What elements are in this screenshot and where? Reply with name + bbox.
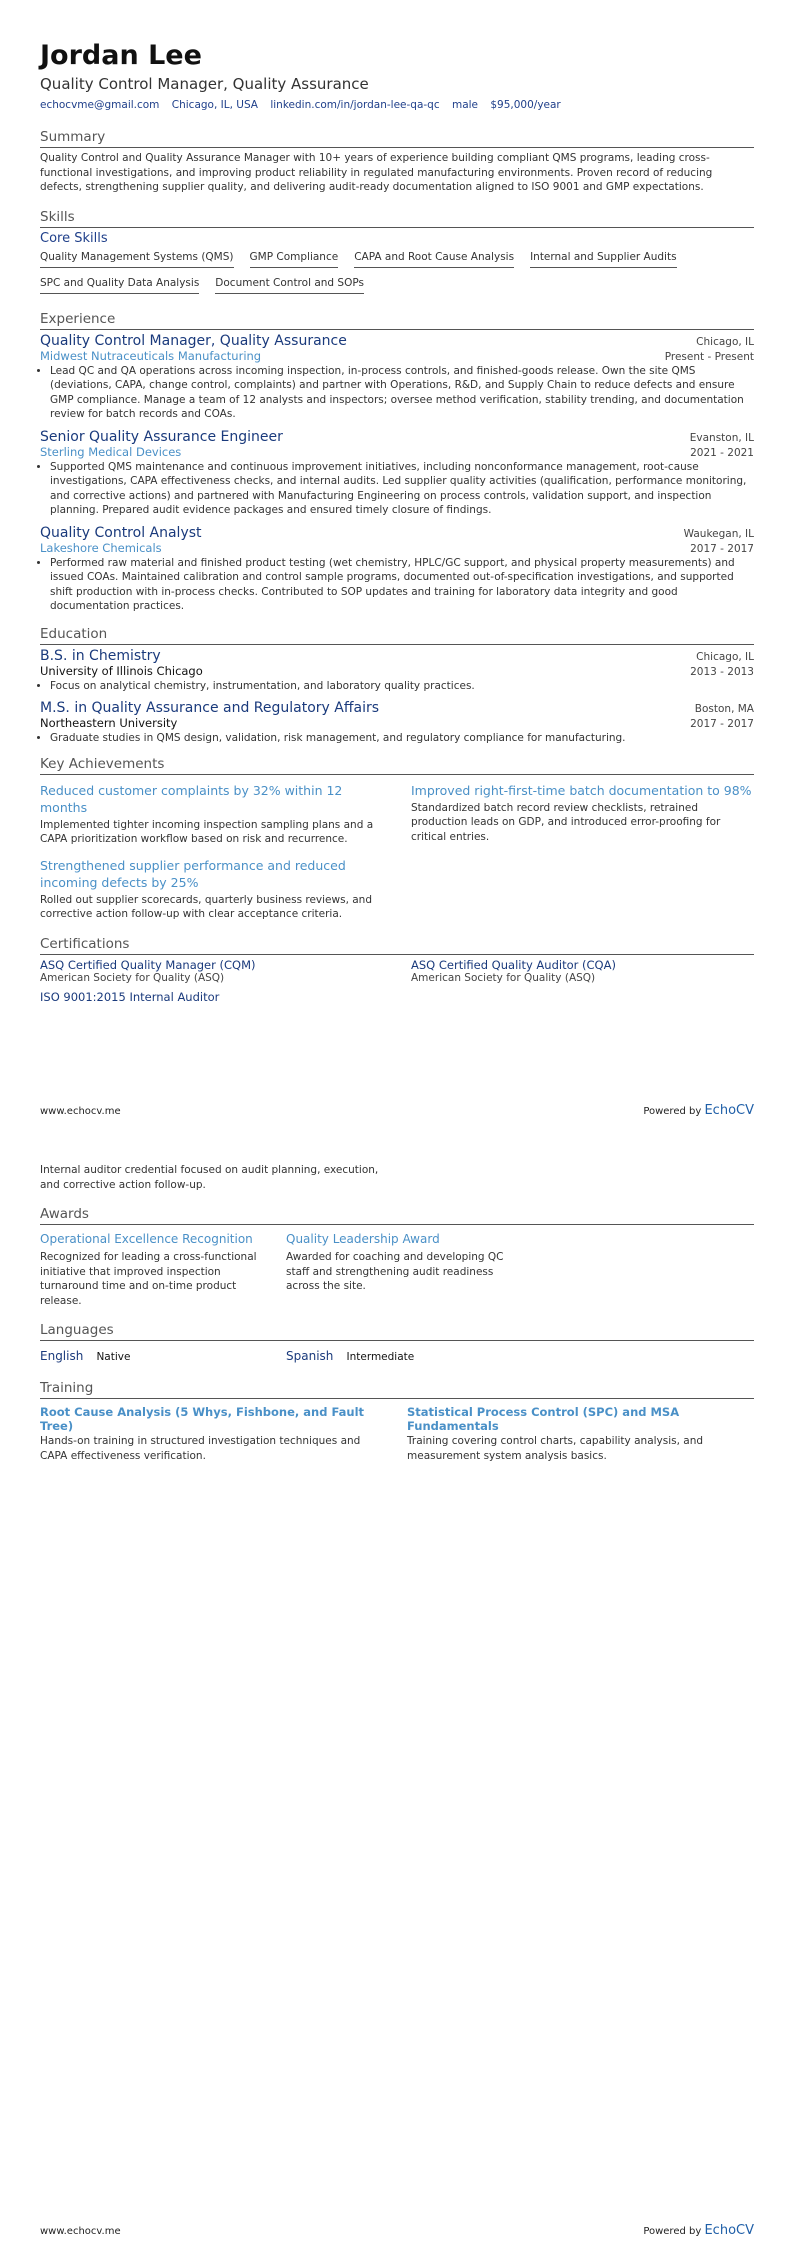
awards-title: Awards xyxy=(40,1206,754,1225)
candidate-name: Jordan Lee xyxy=(40,40,202,71)
training-item xyxy=(407,1402,754,1463)
echocv-logo[interactable]: EchoCV xyxy=(704,1103,754,1118)
certification-name: ISO 9001:2015 Internal Auditor xyxy=(40,989,220,1004)
certifications-section xyxy=(40,936,754,1004)
job-title: Senior Quality Assurance Engineer xyxy=(40,428,283,445)
skills-section xyxy=(40,209,754,301)
gender-text: male xyxy=(451,99,479,111)
job-bullet: • Supported QMS maintenance and continuous improvement initiatives, including nonconformance management, root-cause investigations, CAPA effectiveness checks, and internal audits. Led supplier quality activities (qualification, performance monitoring, and corrective actions) and partnered with Manufacturing Engineering on process controls, validation support, and inspection planning. Prepared audit evidence packages and ensured timely closure of findings. xyxy=(50,460,754,518)
footer-site-link[interactable]: www.echocv.me xyxy=(40,1106,121,1117)
job-company: Lakeshore Chemicals xyxy=(40,540,162,555)
resume-page-2 xyxy=(0,1123,794,2246)
language-name: English xyxy=(40,1349,84,1363)
page-1-content xyxy=(40,40,754,1004)
achievement-item xyxy=(40,853,383,928)
achievement-item xyxy=(40,778,383,853)
job-bullet: • Performed raw material and finished product testing (wet chemistry, HPLC/GC support, and physical property measurements) and issued COAs. Maintained calibration and control sample programs, documented out-of-specification investigations, and supported shift production with in-process checks. Contributed to SOP updates and training for laboratory data integrity and good documentation practices. xyxy=(50,556,754,614)
resume-header xyxy=(40,40,754,113)
location-text: Chicago, IL, USA xyxy=(171,99,258,111)
certification-name: ASQ Certified Quality Auditor (CQA) xyxy=(411,957,616,972)
certification-issuer: American Society for Quality (ASQ) xyxy=(411,971,596,984)
languages-section xyxy=(40,1322,754,1364)
skill-chip: SPC and Quality Data Analysis xyxy=(40,275,199,294)
job-location: Chicago, IL xyxy=(696,335,754,348)
summary-section xyxy=(40,129,754,195)
language-item xyxy=(40,1345,286,1364)
training-title: Root Cause Analysis (5 Whys, Fishbone, and Fault Tree) xyxy=(40,1405,365,1433)
email-link[interactable]: echocvme@gmail.com xyxy=(40,99,160,111)
candidate-headline: Quality Control Manager, Quality Assurance xyxy=(40,75,369,93)
job-location: Waukegan, IL xyxy=(683,527,754,540)
job-dates: 2017 - 2017 xyxy=(690,542,754,555)
job-entry xyxy=(40,333,754,422)
job-entry xyxy=(40,429,754,518)
education-dates: 2013 - 2013 xyxy=(690,665,754,678)
footer-powered-text: Powered by xyxy=(643,2226,702,2237)
footer-powered-text: Powered by xyxy=(643,1106,702,1117)
training-title: Statistical Process Control (SPC) and MSA Fundamentals xyxy=(407,1405,680,1433)
experience-title: Experience xyxy=(40,311,754,330)
award-desc: Recognized for leading a cross-functional initiative that improved inspection turnaround time and on-time product release. xyxy=(40,1251,257,1307)
page-2-footer xyxy=(40,2223,754,2238)
language-level: Intermediate xyxy=(346,1351,415,1363)
certification-item xyxy=(411,958,754,990)
salary-text: $95,000/year xyxy=(490,99,561,111)
degree-title: M.S. in Quality Assurance and Regulatory Affairs xyxy=(40,700,380,716)
achievement-desc: Implemented tighter incoming inspection sampling plans and a CAPA prioritization workflow based on risk and recurrence. xyxy=(40,818,374,845)
education-section xyxy=(40,626,754,746)
achievement-title: Improved right-first-time batch documentation to 98% xyxy=(411,782,752,798)
certification-name: ASQ Certified Quality Manager (CQM) xyxy=(40,957,256,972)
language-level: Native xyxy=(96,1351,131,1363)
achievement-title: Reduced customer complaints by 32% within 12 months xyxy=(40,782,343,815)
job-dates: 2021 - 2021 xyxy=(690,446,754,459)
certification-continued-desc: Internal auditor credential focused on audit planning, execution, and corrective action follow-up. xyxy=(40,1164,379,1191)
education-dates: 2017 - 2017 xyxy=(690,718,754,730)
contact-line xyxy=(40,97,754,113)
language-item xyxy=(286,1345,532,1364)
training-desc: Hands-on training in structured investigation techniques and CAPA effectiveness verification. xyxy=(40,1435,361,1462)
certifications-title: Certifications xyxy=(40,936,754,955)
training-item xyxy=(40,1402,387,1463)
skill-chip: GMP Compliance xyxy=(250,249,339,268)
education-entry xyxy=(40,700,754,746)
skill-chip: CAPA and Root Cause Analysis xyxy=(354,249,514,268)
job-location: Evanston, IL xyxy=(689,431,754,444)
training-section xyxy=(40,1380,754,1463)
achievements-title: Key Achievements xyxy=(40,756,754,775)
skills-list xyxy=(40,249,754,301)
school-name: Northeastern University xyxy=(40,716,178,730)
skill-chip: Document Control and SOPs xyxy=(215,275,364,294)
training-title: Training xyxy=(40,1380,754,1399)
achievement-item xyxy=(411,778,754,853)
job-company: Sterling Medical Devices xyxy=(40,444,182,459)
linkedin-link[interactable]: linkedin.com/in/jordan-lee-qa-qc xyxy=(270,99,440,111)
certification-item xyxy=(40,990,383,1004)
skill-chip: Quality Management Systems (QMS) xyxy=(40,249,234,268)
job-title: Quality Control Manager, Quality Assurance xyxy=(40,332,347,349)
award-title: Operational Excellence Recognition xyxy=(40,1232,253,1246)
school-location: Chicago, IL xyxy=(696,650,754,663)
echocv-logo[interactable]: EchoCV xyxy=(704,2223,754,2238)
training-desc: Training covering control charts, capability analysis, and measurement system analysis basics. xyxy=(407,1435,704,1462)
skills-title: Skills xyxy=(40,209,754,228)
award-item xyxy=(40,1228,260,1308)
summary-text: Quality Control and Quality Assurance Manager with 10+ years of experience building compliant QMS programs, leading cross-functional investigations, and improving product reliability in regulated manufacturing environments. Proven record of reducing defects, strengthening supplier quality, and delivering audit-ready documentation aligned to ISO 9001 and GMP expectations. xyxy=(40,152,713,193)
achievement-desc: Rolled out supplier scorecards, quarterly business reviews, and corrective action follow-up with clear acceptance criteria. xyxy=(40,893,373,920)
education-bullet: • Graduate studies in QMS design, validation, risk management, and regulatory compliance for manufacturing. xyxy=(50,731,754,746)
degree-title: B.S. in Chemistry xyxy=(40,647,161,664)
school-location: Boston, MA xyxy=(694,703,754,715)
education-entry xyxy=(40,648,754,694)
job-title: Quality Control Analyst xyxy=(40,524,202,541)
core-skills-title: Core Skills xyxy=(40,230,108,246)
achievement-title: Strengthened supplier performance and reduced incoming defects by 25% xyxy=(40,857,346,890)
languages-title: Languages xyxy=(40,1322,754,1341)
award-title: Quality Leadership Award xyxy=(286,1232,440,1246)
education-title: Education xyxy=(40,626,754,645)
job-entry xyxy=(40,525,754,614)
footer-site-link[interactable]: www.echocv.me xyxy=(40,2226,121,2237)
summary-title: Summary xyxy=(40,129,754,148)
page-1-footer xyxy=(40,1103,754,1118)
certification-issuer: American Society for Quality (ASQ) xyxy=(40,971,225,984)
school-name: University of Illinois Chicago xyxy=(40,663,203,678)
job-bullet: • Lead QC and QA operations across incoming inspection, in-process controls, and finished-goods release. Own the site QMS (deviations, CAPA, change control, complaints) and partner with Operations, R&D, and Supply Chain to reduce defects and ensure GMP compliance. Manage a team of 12 analysts and inspectors; oversee method verification, stability trending, and documentation review for batch records and COAs. xyxy=(50,364,754,422)
award-desc: Awarded for coaching and developing QC staff and strengthening audit readiness across the site. xyxy=(286,1251,504,1292)
achievement-desc: Standardized batch record review checklists, retrained production leads on GDP, and introduced error-proofing for critical entries. xyxy=(411,801,721,843)
job-company: Midwest Nutraceuticals Manufacturing xyxy=(40,348,262,363)
awards-section xyxy=(40,1206,754,1308)
job-dates: Present - Present xyxy=(664,350,754,363)
experience-section xyxy=(40,311,754,614)
skill-chip: Internal and Supplier Audits xyxy=(530,249,677,268)
certification-item xyxy=(40,958,383,990)
education-bullet: • Focus on analytical chemistry, instrumentation, and laboratory quality practices. xyxy=(50,679,754,694)
award-item xyxy=(286,1228,506,1308)
achievements-section xyxy=(40,756,754,928)
language-name: Spanish xyxy=(286,1349,334,1363)
page-2-content xyxy=(40,1163,754,1463)
